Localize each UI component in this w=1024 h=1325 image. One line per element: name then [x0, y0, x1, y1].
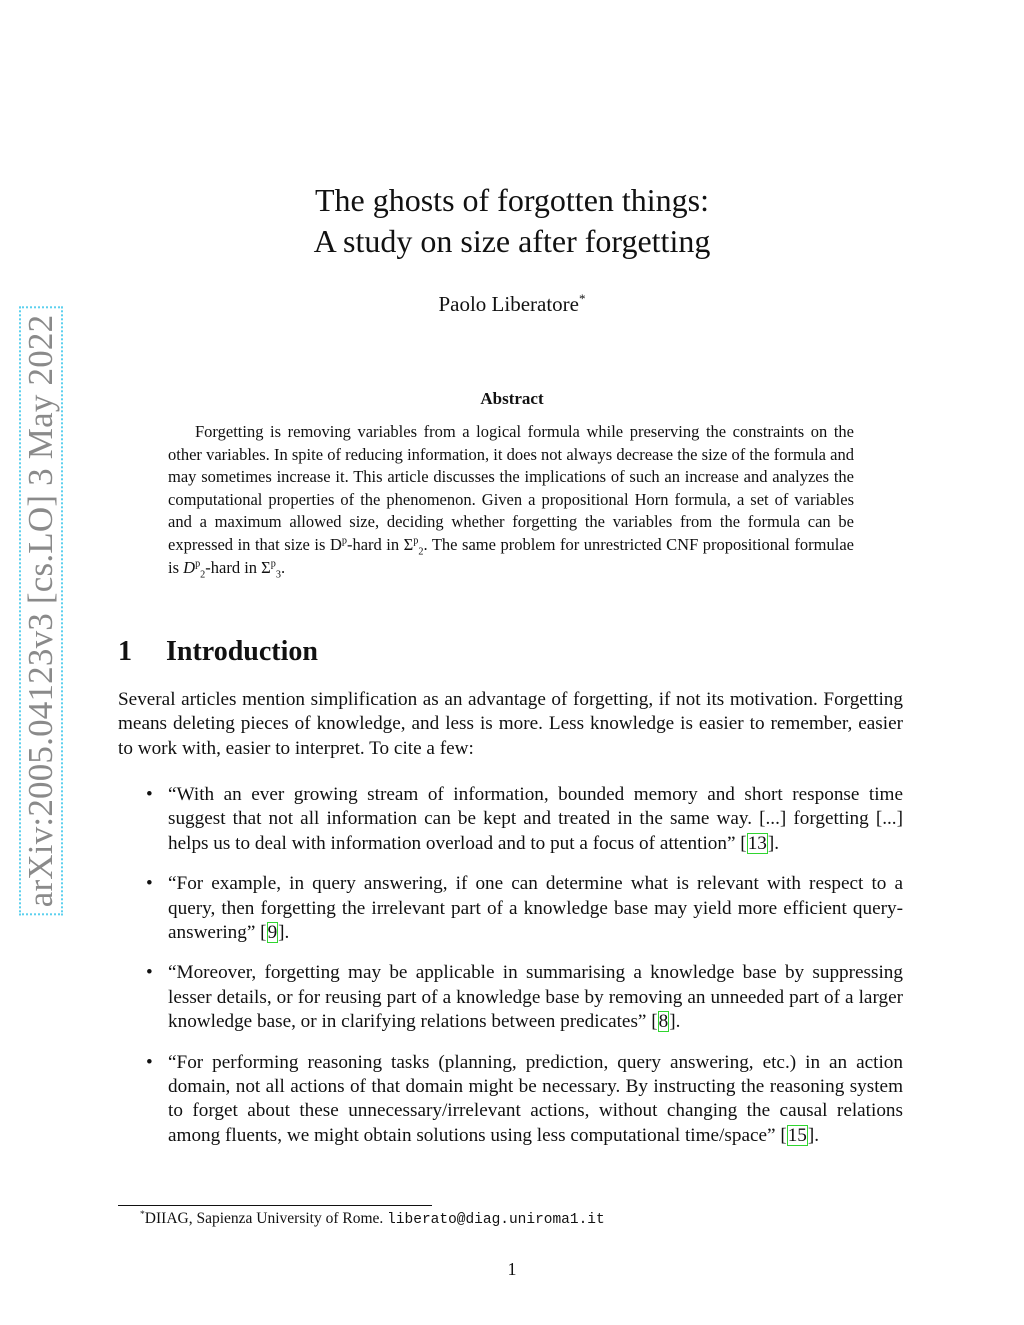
title-line-1: The ghosts of forgotten things:: [314, 182, 710, 218]
page-number: 1: [507, 1259, 517, 1279]
author-email-link[interactable]: liberato@diag.uniroma1.it: [387, 1212, 605, 1228]
footnote-divider: [118, 1205, 432, 1206]
bullet-icon: •: [146, 1051, 153, 1073]
list-item: • “With an ever growing stream of information, bounded memory and short response time suggest that not all information can be kept and treated in the same way. [...] forgetting [...] helps us to deal with information overload and to put a focus of attention” [13].: [146, 784, 903, 854]
list-item: • “For performing reasoning tasks (planning, prediction, query answering, etc.) in an action domain, not all actions of that domain might be necessary. By instructing the reasoning system to forget about these unnecessary/irrelevant actions, without changing the causal relations among fluents, we might obtain solutions using less computational time/space” [15].: [146, 1051, 903, 1146]
section-heading-introduction: [118, 636, 318, 668]
author-name: Paolo Liberatore: [438, 292, 579, 316]
quote-text: “For performing reasoning tasks (planning, prediction, query answering, etc.) in an action domain, not all actions of that domain might be necessary. By instructing the reasoning system to forget about these unnecessary/irrelevant actions, without changing the causal relations among fluents, we might obtain solutions using less computational time/space”: [168, 1051, 903, 1146]
citation-link[interactable]: 9: [267, 922, 278, 944]
section-title: Introduction: [166, 636, 318, 667]
quote-text: “Moreover, forgetting may be applicable in summarising a knowledge base by suppressing lesser details, or for reusing part of a knowledge base by removing an unneeded part of a larger knowledge base, or in clarifying relations between predicates”: [168, 962, 903, 1033]
quote-text: “For example, in query answering, if one can determine what is relevant with respect to a query, then forgetting the irrelevant part of a knowledge base may yield more efficient query-answering”: [168, 873, 903, 944]
citation-link[interactable]: 13: [747, 832, 767, 854]
abstract-heading: Abstract: [480, 389, 544, 408]
arxiv-identifier-stamp[interactable]: arXiv:2005.04123v3 [cs.LO] 3 May 2022: [19, 307, 63, 916]
author-footnote-mark[interactable]: *: [579, 291, 586, 306]
list-item: • “Moreover, forgetting may be applicable in summarising a knowledge base by suppressing lesser details, or for reusing part of a knowledge base by removing an unneeded part of a larger knowledge base, or in clarifying relations between predicates” [8].: [146, 962, 903, 1033]
intro-paragraph: Several articles mention simplification as an advantage of forgetting, if not its motivation. Forgetting means deleting pieces of knowledge, and less is more. Less knowledge is easier to remember, easier to work with, easier to interpret. To cite a few:: [118, 689, 903, 759]
list-item: • “For example, in query answering, if one can determine what is relevant with respect to a query, then forgetting the irrelevant part of a knowledge base may yield more efficient query-answering” [9].: [146, 873, 903, 944]
section-number: 1: [118, 636, 132, 667]
citation-link[interactable]: 15: [787, 1124, 807, 1146]
bullet-icon: •: [146, 873, 153, 895]
quote-list: [118, 783, 903, 1164]
bullet-icon: •: [146, 784, 153, 805]
bullet-icon: •: [146, 962, 153, 984]
author-line: [0, 292, 1024, 317]
footnote-affiliation: DIIAG, Sapienza University of Rome.: [144, 1210, 388, 1227]
quote-text: “With an ever growing stream of information, bounded memory and short response time suggest that not all information can be kept and treated in the same way. [...] forgetting [...] helps us to deal with information overload and to put a focus of attention”: [168, 784, 903, 854]
paper-title: [0, 180, 1024, 262]
abstract-text: Forgetting is removing variables from a logical formula while preserving the constraints on the other variables. In spite of reducing information, it does not always decrease the size of the formula and may sometimes increase it. This article discusses the implications of such an increase and analyzes the computational properties of the phenomenon. Given a propositional Horn formula, a set of variables and a maximum allowed size, deciding whether forgetting the variables from the formula can be expressed in that size is $D^p$-hard in $\Sigma^p_2$. The same problem for unrestricted CNF propositional formulae is $D^p_2$-hard in $\Sigma^p_3$.: [168, 422, 854, 580]
footnote: [140, 1210, 605, 1228]
footnote-mark: *: [140, 1208, 145, 1220]
citation-link[interactable]: 8: [658, 1011, 669, 1033]
title-line-2: A study on size after forgetting: [313, 223, 711, 259]
